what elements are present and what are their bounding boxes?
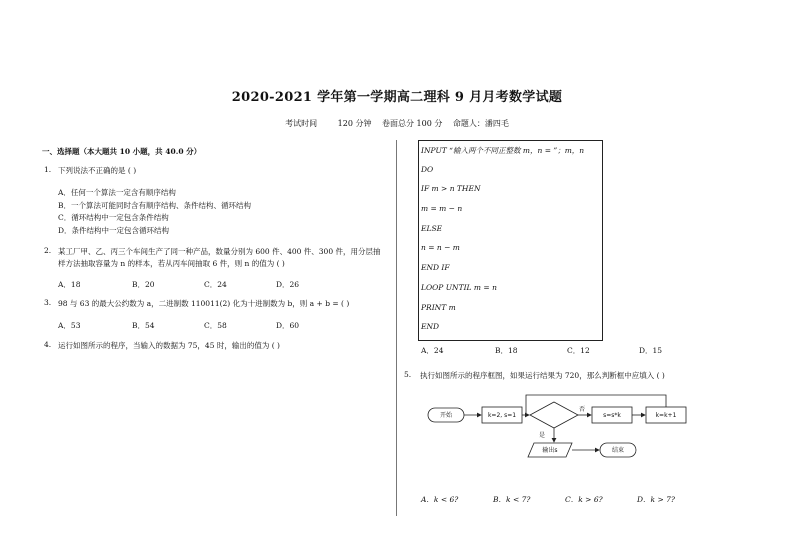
flow-yes-label: 是	[538, 432, 546, 439]
q4-option-a: A．24	[421, 346, 444, 355]
exam-time-label: 考试时间	[285, 119, 318, 128]
program-line-1: INPUT “输入两个不同正整数 m，n = ”；m，n	[421, 146, 585, 155]
section-heading: 一、选择题（本大题共 10 小题，共 40.0 分）	[42, 147, 202, 156]
program-line-9: PRINT m	[421, 303, 456, 312]
q2-option-c: C．24	[204, 280, 227, 289]
q4-number: 4.	[44, 340, 52, 349]
q5-option-c: C．k > 6?	[565, 495, 603, 504]
q3-stem: 98 与 63 的最大公约数为 a，二进制数 110011(2) 化为十进制数为 b，则 a + b = ( )	[58, 299, 350, 308]
program-line-3: IF m > n THEN	[421, 184, 481, 193]
flow-update-s-label: s=s*k	[603, 412, 621, 419]
q1-option-d: D．条件结构中一定包含循环结构	[58, 226, 170, 235]
q5-option-b: B．k < 7?	[493, 495, 531, 504]
program-line-7: END IF	[421, 263, 450, 272]
flow-start-label: 开始	[439, 412, 453, 419]
exam-info	[0, 118, 794, 129]
q2-stem-line2: 样方法抽取容量为 n 的样本，若从丙车间抽取 6 件，则 n 的值为 ( )	[58, 259, 285, 268]
q3-number: 3.	[44, 298, 52, 307]
q5-option-a: A．k < 6?	[421, 495, 459, 504]
flowchart	[426, 392, 688, 468]
q3-option-b: B．54	[132, 321, 155, 330]
q2-stem-line1: 某工厂甲、乙、丙三个车间生产了同一种产品，数量分别为 600 件、400 件、300 件，用分层抽	[58, 247, 381, 256]
q4-option-d: D．15	[639, 346, 663, 355]
column-divider	[396, 140, 397, 516]
q3-option-a: A．53	[58, 321, 81, 330]
flow-end-label: 结束	[611, 447, 625, 454]
flow-no-label: 否	[578, 406, 586, 413]
q5-stem: 执行如图所示的程序框图，如果运行结果为 720，那么判断框中应填入 ( )	[420, 371, 665, 380]
flow-init-label: k=2, s=1	[487, 412, 517, 419]
q4-option-b: B．18	[495, 346, 518, 355]
program-line-2: DO	[421, 165, 434, 174]
program-line-5: ELSE	[421, 224, 443, 233]
flow-output-label: 输出s	[542, 447, 558, 454]
q4-stem: 运行如图所示的程序，当输入的数据为 75，45 时，输出的值为 ( )	[58, 341, 280, 350]
flow-update-k-label: k=k+1	[655, 412, 677, 419]
q1-option-b: B．一个算法可能同时含有顺序结构、条件结构、循环结构	[58, 201, 252, 210]
page-title: 2020-2021 学年第一学期高二理科 9 月月考数学试题	[231, 90, 563, 105]
q1-option-a: A．任何一个算法一定含有顺序结构	[58, 188, 176, 197]
program-line-6: n = n − m	[421, 243, 460, 252]
program-box	[418, 140, 603, 341]
q2-option-a: A．18	[58, 280, 81, 289]
program-line-10: END	[421, 322, 440, 331]
q1-stem: 下列说法不正确的是 ( )	[58, 166, 137, 175]
author: 命题人：潘四毛	[452, 119, 509, 128]
flow-decision-node	[530, 402, 578, 428]
program-line-8: LOOP UNTIL m = n	[421, 283, 497, 292]
q2-option-d: D．26	[276, 280, 300, 289]
q4-option-c: C．12	[567, 346, 590, 355]
q3-option-d: D．60	[276, 321, 300, 330]
q5-number: 5.	[404, 370, 412, 379]
q2-option-b: B．20	[132, 280, 155, 289]
total-score: 卷面总分 100 分	[382, 119, 443, 128]
q5-option-d: D．k > 7?	[637, 495, 675, 504]
exam-time-value: 120 分钟	[337, 119, 372, 128]
q1-option-c: C．循环结构中一定包含条件结构	[58, 213, 169, 222]
program-line-4: m = m − n	[421, 204, 463, 213]
q3-option-c: C．58	[204, 321, 227, 330]
q2-number: 2.	[44, 246, 52, 255]
q1-number: 1.	[44, 165, 52, 174]
